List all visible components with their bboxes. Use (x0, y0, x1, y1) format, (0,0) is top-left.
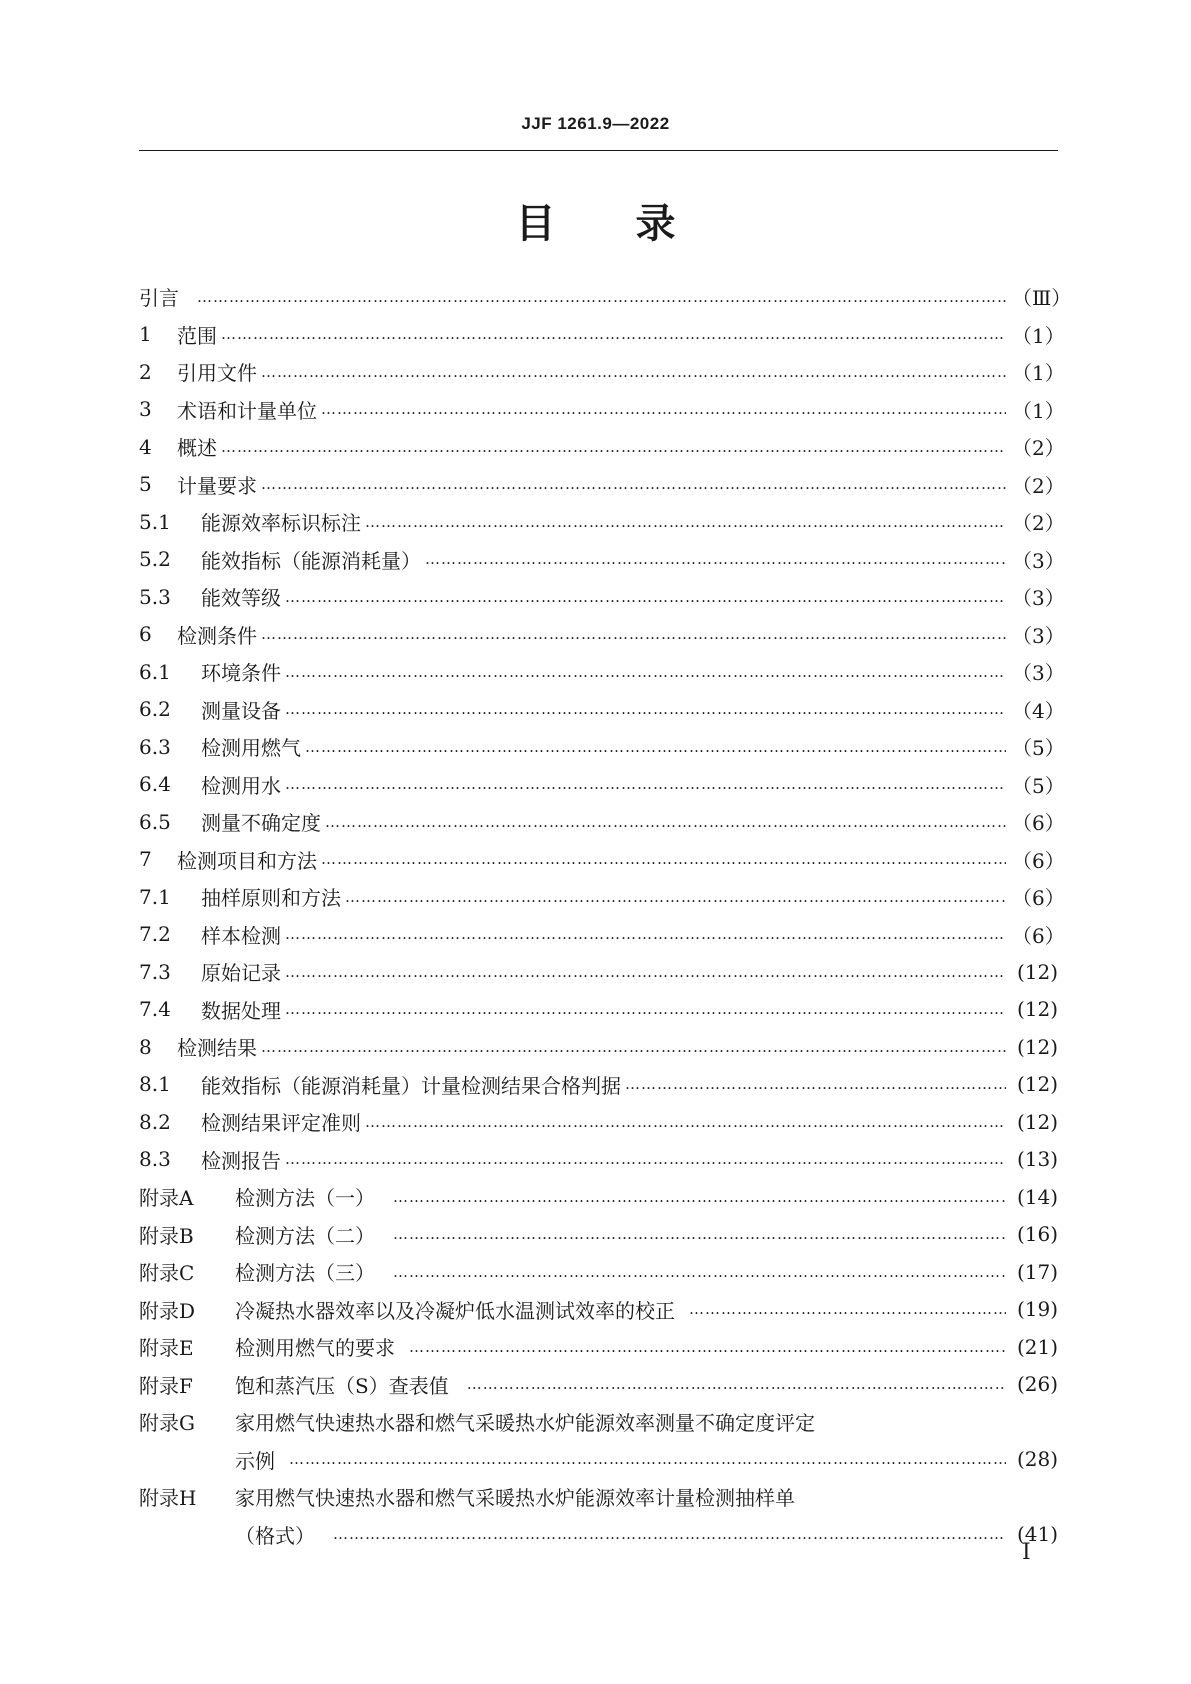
toc-number: 6.2 (139, 697, 171, 722)
toc-number: 附录A (139, 1186, 194, 1211)
dot-leader (221, 438, 1006, 456)
toc-number: 4 (139, 434, 152, 459)
dot-leader (425, 550, 1006, 568)
toc-entry-6-3[interactable] (139, 728, 1065, 766)
toc-page: (26) (1016, 1372, 1058, 1397)
toc-title: 能效指标（能源消耗量） (201, 548, 421, 573)
toc-page: （5） (1012, 736, 1065, 761)
toc-page: （3） (1012, 548, 1065, 573)
dot-leader (393, 1188, 1006, 1206)
toc-page: （Ⅲ） (1012, 286, 1072, 311)
toc-page: (12) (1016, 1109, 1058, 1134)
toc-page: （5） (1012, 773, 1065, 798)
dot-leader (333, 1525, 1006, 1543)
dot-leader (305, 738, 1006, 756)
toc-entry-7-4[interactable] (139, 991, 1058, 1029)
toc-entry-5[interactable] (139, 466, 1065, 504)
toc-number: 7 (139, 847, 152, 872)
dot-leader (285, 1000, 1006, 1018)
toc-page: (12) (1016, 997, 1058, 1022)
toc-entry-appendix-h[interactable] (139, 1478, 1058, 1516)
dot-leader (345, 888, 1006, 906)
dot-leader (365, 1113, 1006, 1131)
dot-leader (261, 363, 1006, 381)
toc-title: 家用燃气快速热水器和燃气采暖热水炉能源效率计量检测抽样单 (235, 1486, 795, 1511)
toc-title: （格式） (235, 1523, 315, 1548)
toc-entry-appendix-f[interactable] (139, 1366, 1058, 1404)
toc-page: （2） (1012, 511, 1065, 536)
toc-title: 检测结果 (177, 1036, 257, 1061)
dot-leader (321, 850, 1006, 868)
dot-leader (285, 925, 1006, 943)
toc-number: 附录F (139, 1373, 193, 1398)
toc-entry-6-4[interactable] (139, 766, 1065, 804)
toc-page: （1） (1012, 323, 1065, 348)
dot-leader (285, 663, 1006, 681)
toc-title: 检测方法（二） (235, 1223, 375, 1248)
toc-number: 8.1 (139, 1072, 171, 1097)
toc-entry-appendix-a[interactable] (139, 1178, 1058, 1216)
dot-leader (625, 1075, 1006, 1093)
toc-page: (28) (1016, 1447, 1058, 1472)
toc-entry-1[interactable] (139, 316, 1065, 354)
toc-title: 家用燃气快速热水器和燃气采暖热水炉能源效率测量不确定度评定 (235, 1411, 815, 1436)
dot-leader (261, 625, 1006, 643)
toc-number: 7.3 (139, 959, 171, 984)
toc-entry-4[interactable] (139, 428, 1065, 466)
title-char-2: 录 (635, 201, 676, 247)
toc-page: （2） (1012, 436, 1065, 461)
toc-title: 示例 (235, 1448, 275, 1473)
dot-leader (261, 475, 1006, 493)
toc-number: 7.2 (139, 922, 171, 947)
toc-title: 检测方法（三） (235, 1261, 375, 1286)
toc-page: （6） (1012, 811, 1065, 836)
toc-entry-5-2[interactable] (139, 541, 1065, 579)
toc-entry-6-2[interactable] (139, 691, 1065, 729)
toc-number: 6.1 (139, 659, 171, 684)
toc-number: 6 (139, 622, 152, 647)
toc-entry-8-3[interactable] (139, 1141, 1058, 1179)
table-of-contents (139, 278, 1072, 1553)
toc-title: 检测方法（一） (235, 1186, 375, 1211)
toc-title: 能效等级 (201, 586, 281, 611)
toc-title: 检测用燃气的要求 (235, 1336, 395, 1361)
toc-number: 附录C (139, 1261, 195, 1286)
toc-entry-7[interactable] (139, 841, 1065, 879)
toc-number: 5.1 (139, 509, 171, 534)
toc-number: 2 (139, 359, 152, 384)
dot-leader (285, 963, 1006, 981)
dot-leader (393, 1263, 1006, 1281)
toc-title: 检测项目和方法 (177, 848, 317, 873)
toc-page: （3） (1012, 623, 1065, 648)
toc-page: （4） (1012, 698, 1065, 723)
toc-number: 附录G (139, 1411, 195, 1436)
dot-leader (285, 588, 1006, 606)
toc-entry-appendix-g-cont[interactable] (139, 1441, 1058, 1479)
toc-title: 冷凝热水器效率以及冷凝炉低水温测试效率的校正 (235, 1298, 675, 1323)
dot-leader (321, 400, 1006, 418)
toc-page: (16) (1016, 1222, 1058, 1247)
toc-title: 概述 (177, 436, 217, 461)
toc-title: 检测结果评定准则 (201, 1111, 361, 1136)
toc-entry-5-3[interactable] (139, 578, 1065, 616)
toc-entry-3[interactable] (139, 391, 1065, 429)
toc-page: (21) (1016, 1334, 1058, 1359)
toc-page: （1） (1012, 398, 1065, 423)
dot-leader (285, 775, 1006, 793)
toc-number: 7.4 (139, 997, 171, 1022)
toc-title: 环境条件 (201, 661, 281, 686)
toc-entry-7-3[interactable] (139, 953, 1058, 991)
toc-page: (41) (1016, 1522, 1058, 1547)
toc-title: 计量要求 (177, 473, 257, 498)
toc-number: 6.5 (139, 809, 171, 834)
toc-page: (12) (1016, 1034, 1058, 1059)
dot-leader (289, 1450, 1006, 1468)
dot-leader (285, 1150, 1006, 1168)
toc-title: 检测用水 (201, 773, 281, 798)
toc-number: 6.4 (139, 772, 171, 797)
toc-entry-6[interactable] (139, 616, 1065, 654)
toc-entry-6-5[interactable] (139, 803, 1065, 841)
dot-leader (689, 1300, 1006, 1318)
toc-title: 饱和蒸汽压（S）查表值 (235, 1373, 449, 1398)
toc-number: 5.3 (139, 584, 171, 609)
toc-entry-appendix-g[interactable] (139, 1403, 1058, 1441)
dot-leader (285, 700, 1006, 718)
toc-page: (17) (1016, 1259, 1058, 1284)
toc-page: (12) (1016, 1072, 1058, 1097)
toc-number: 附录D (139, 1298, 196, 1323)
toc-entry-8-1[interactable] (139, 1066, 1058, 1104)
toc-number: 5 (139, 472, 152, 497)
toc-title: 原始记录 (201, 961, 281, 986)
dot-leader (409, 1338, 1006, 1356)
page-number: Ⅰ (1022, 1540, 1031, 1565)
toc-title: 能源效率标识标注 (201, 511, 361, 536)
toc-title: 能效指标（能源消耗量）计量检测结果合格判据 (201, 1073, 621, 1098)
toc-number: 引言 (139, 286, 179, 311)
toc-title: 样本检测 (201, 923, 281, 948)
toc-entry-appendix-d[interactable] (139, 1291, 1058, 1329)
dot-leader (197, 288, 1006, 306)
toc-title: 术语和计量单位 (177, 398, 317, 423)
toc-entry-6-1[interactable] (139, 653, 1065, 691)
toc-number: 附录E (139, 1336, 194, 1361)
page-title (0, 192, 1191, 249)
toc-title: 数据处理 (201, 998, 281, 1023)
toc-page: （3） (1012, 586, 1065, 611)
toc-page: (13) (1016, 1147, 1058, 1172)
toc-page: （6） (1012, 886, 1065, 911)
toc-title: 测量不确定度 (201, 811, 321, 836)
toc-page: (12) (1016, 959, 1058, 984)
toc-title: 测量设备 (201, 698, 281, 723)
toc-entry-foreword[interactable] (139, 278, 1072, 316)
toc-number: 8.2 (139, 1109, 171, 1134)
toc-entry-7-1[interactable] (139, 878, 1065, 916)
toc-entry-8-2[interactable] (139, 1103, 1058, 1141)
toc-entry-appendix-b[interactable] (139, 1216, 1058, 1254)
toc-page: （1） (1012, 361, 1065, 386)
toc-title: 检测条件 (177, 623, 257, 648)
toc-title: 检测用燃气 (201, 736, 301, 761)
title-char-1: 目 (515, 201, 556, 247)
toc-number: 1 (139, 322, 152, 347)
toc-number: 3 (139, 397, 152, 422)
toc-title: 检测报告 (201, 1148, 281, 1173)
toc-title: 范围 (177, 323, 217, 348)
dot-leader (325, 813, 1006, 831)
toc-entry-appendix-h-cont[interactable] (139, 1516, 1058, 1554)
toc-number: 6.3 (139, 734, 171, 759)
toc-title: 抽样原则和方法 (201, 886, 341, 911)
dot-leader (467, 1375, 1006, 1393)
document-code-header: JJF 1261.9—2022 (521, 114, 670, 133)
toc-page: （6） (1012, 848, 1065, 873)
toc-entry-appendix-e[interactable] (139, 1328, 1058, 1366)
toc-title: 引用文件 (177, 361, 257, 386)
toc-number: 8 (139, 1034, 152, 1059)
toc-page: (14) (1016, 1184, 1058, 1209)
toc-page: （6） (1012, 923, 1065, 948)
toc-entry-8[interactable] (139, 1028, 1058, 1066)
header-rule (139, 150, 1058, 151)
toc-entry-appendix-c[interactable] (139, 1253, 1058, 1291)
toc-page: （2） (1012, 473, 1065, 498)
dot-leader (365, 513, 1006, 531)
toc-number: 7.1 (139, 884, 171, 909)
toc-entry-2[interactable] (139, 353, 1065, 391)
toc-number: 附录H (139, 1486, 197, 1511)
dot-leader (393, 1225, 1006, 1243)
toc-number: 附录B (139, 1223, 194, 1248)
dot-leader (221, 325, 1006, 343)
toc-number: 8.3 (139, 1147, 171, 1172)
toc-page: (19) (1016, 1297, 1058, 1322)
dot-leader (261, 1038, 1006, 1056)
toc-number: 5.2 (139, 547, 171, 572)
toc-entry-7-2[interactable] (139, 916, 1065, 954)
toc-page: （3） (1012, 661, 1065, 686)
toc-entry-5-1[interactable] (139, 503, 1065, 541)
